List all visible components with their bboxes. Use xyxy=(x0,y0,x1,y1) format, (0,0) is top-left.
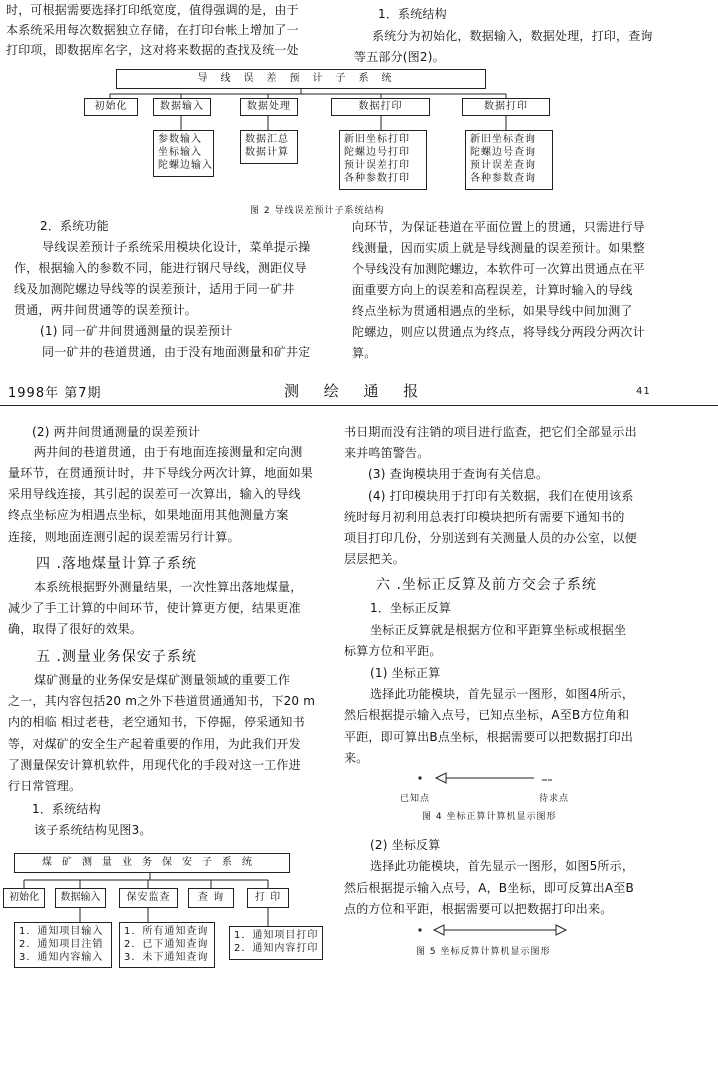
known-point-dot xyxy=(418,776,421,779)
fig2-module-print: 数据打印 xyxy=(331,98,430,116)
journal-title: 测 绘 通 报 xyxy=(284,382,429,400)
fig3-module-query: 查 询 xyxy=(188,888,234,908)
fig2-caption: 图 2 导线误差预计子系统结构 xyxy=(250,206,385,216)
text-line: 向环节，为保证巷道在平面位置上的贯通，只需进行导 xyxy=(352,220,645,234)
fig3-sub-item: 1．通知项目输入 xyxy=(19,926,104,937)
figure-4-graphic xyxy=(400,768,600,788)
fig3-sub-item: 2．通知项目注销 xyxy=(19,939,104,950)
text-line: 时，可根据需要选择打印纸宽度，值得强调的是，由于 xyxy=(6,3,299,17)
text-line: (4) 打印模块用于打印有关数据，我们在使用该系 xyxy=(368,489,634,503)
fig2-sub-item: 预计误差打印 xyxy=(344,160,410,171)
text-line: 采用导线连接，其引起的误差可一次算出，输入的导线 xyxy=(8,487,301,501)
text-line: 书日期而没有注销的项目进行监查，把它们全部显示出 xyxy=(344,425,637,439)
fig3-module-monitor: 保安监查 xyxy=(119,888,178,908)
text-line: 统时每月初利用总表打印模块把所有需要下通知书的 xyxy=(344,510,625,524)
text-line: 了测量保安计算机软件，用现代化的手段对这一工作进 xyxy=(8,758,301,772)
text-line: 贯通，两井间贯通等的误差预计。 xyxy=(14,303,198,317)
figure-5 xyxy=(408,920,608,960)
text-line: 打印项，即数据库名字，这对将来数据的查找及统一处 xyxy=(6,43,299,57)
fig2-sub-item: 预计误差查询 xyxy=(470,160,536,171)
text-line: (3) 查询模块用于查询有关信息。 xyxy=(368,467,549,481)
section-6-title: 六 .坐标正反算及前方交会子系统 xyxy=(376,577,597,593)
fig3-module-print: 打 印 xyxy=(247,888,289,908)
text-line: 点的方位和平距，根据需要可以把数据打印出来。 xyxy=(344,902,613,916)
page-number: 41 xyxy=(636,386,651,397)
figure-5-graphic xyxy=(408,920,608,940)
subsection-heading: 2．系统功能 xyxy=(40,219,109,233)
text-line: 陀螺边，则应以贯通点为终点，将导线分两段分两次计 xyxy=(352,325,645,339)
fig2-sub-item: 各种参数查询 xyxy=(470,173,536,184)
fig2-module-process: 数据处理 xyxy=(240,98,298,116)
text-line: 然后根据提示输入点号，A，B坐标，即可反算出A至B xyxy=(344,881,634,895)
issue-label: 1998年 第7期 xyxy=(8,386,102,401)
fig2-sub-item: 坐标输入 xyxy=(158,147,202,158)
text-line: 标算方位和平距。 xyxy=(344,644,442,658)
text-line: 面重要方向上的误差和高程误差，计算时输入的导线 xyxy=(352,283,633,297)
fig2-sub-input xyxy=(153,130,214,177)
fig2-sub-item: 陀螺边号查询 xyxy=(470,147,536,158)
text-line: 线测量，因而实质上就是导线测量的误差预计。如果整 xyxy=(352,241,645,255)
fig4-caption: 图 4 坐标正算计算机显示图形 xyxy=(422,812,557,822)
header-rule xyxy=(0,405,718,406)
text-line: 项目打印几份，分别送到有关测量人员的办公室，以便 xyxy=(344,531,637,545)
fig3-sub-item: 1．通知项目打印 xyxy=(234,930,319,941)
text-line: 来。 xyxy=(344,751,369,765)
text-line: 该子系统结构见图3。 xyxy=(34,823,152,837)
text-line: 量环节，在贯通预计时，井下导线分两次计算，地面如果 xyxy=(8,466,314,480)
fig2-sub-item: 陀螺边号打印 xyxy=(344,147,410,158)
fig2-sub-item: 数据汇总 xyxy=(245,134,289,145)
subsection-heading: (2) 两井间贯通测量的误差预计 xyxy=(32,425,201,439)
fig3-title-text: 煤矿测量业务保安子系统 xyxy=(42,857,262,868)
fig2-sub-query xyxy=(465,130,553,190)
fig2-sub-item: 数据计算 xyxy=(245,147,289,158)
fig3-module-input: 数据输入 xyxy=(55,888,106,908)
text-line: 之一，其内容包括20 m之外下巷道贯通通知书，下20 m xyxy=(8,694,316,708)
subsection-heading: (1) 坐标正算 xyxy=(370,666,441,680)
text-line: 平距，即可算出B点坐标，根据需要可以把数据打印出 xyxy=(344,730,634,744)
text-line: 选择此功能模块，首先显示一图形，如图5所示， xyxy=(370,859,635,873)
fig2-sub-process xyxy=(240,130,298,164)
fig3-sub-monitor xyxy=(119,922,215,968)
target-point-label: 待求点 xyxy=(539,794,570,804)
fig2-sub-print xyxy=(339,130,427,190)
text-line: 算。 xyxy=(352,346,377,360)
text-line: 确，取得了很好的效果。 xyxy=(8,622,143,636)
section-5-title: 五 .测量业务保安子系统 xyxy=(36,649,197,665)
text-line: 终点坐标为贯通相遇点的坐标，如果导线中间加测了 xyxy=(352,304,633,318)
fig2-title-box xyxy=(116,69,486,89)
subsection-heading: (2) 坐标反算 xyxy=(370,838,441,852)
text-line: 系统分为初始化，数据输入，数据处理，打印，查询 xyxy=(372,29,653,43)
subsection-heading: 1．系统结构 xyxy=(378,7,447,21)
text-line: 作，根据输入的参数不同，能进行钢尺导线，测距仪导 xyxy=(14,261,307,275)
text-line: 行日常管理。 xyxy=(8,779,82,793)
text-line: 本系统采用每次数据独立存储，在打印台帐上增加了一 xyxy=(6,23,299,37)
fig2-sub-item: 参数输入 xyxy=(158,134,202,145)
triangle-icon xyxy=(436,773,446,783)
fig2-sub-item: 新旧坐标打印 xyxy=(344,134,410,145)
text-line: 两井间的巷道贯通，由于有地面连接测量和定向测 xyxy=(34,445,303,459)
figure-4 xyxy=(400,768,600,824)
point-a-dot xyxy=(418,928,421,931)
text-line: 本系统根据野外测量结果，一次性算出落地煤量， xyxy=(34,580,303,594)
subsection-heading: (1) 同一矿井间贯通测量的误差预计 xyxy=(40,324,233,338)
fig5-caption: 图 5 坐标反算计算机显示图形 xyxy=(416,947,551,957)
section-4-title: 四 .落地煤量计算子系统 xyxy=(36,556,197,572)
text-line: 等，对煤矿的安全生产起着重要的作用，为此我们开发 xyxy=(8,737,301,751)
text-line: 减少了手工计算的中间环节，使计算更方便，结果更准 xyxy=(8,601,301,615)
text-line: 导线误差预计子系统采用模块化设计，菜单提示操 xyxy=(42,240,311,254)
text-line: 来并鸣笛警告。 xyxy=(344,446,430,460)
text-line: 等五部分(图2)。 xyxy=(354,50,445,64)
fig3-sub-print xyxy=(229,926,323,960)
fig2-sub-item: 陀螺边输入 xyxy=(158,160,213,171)
fig2-sub-item: 新旧坐标查询 xyxy=(470,134,536,145)
fig3-sub-item: 1．所有通知查询 xyxy=(124,926,209,937)
figure-3 xyxy=(0,840,340,980)
subsection-heading: 1．系统结构 xyxy=(32,802,101,816)
text-line: 内的相临 相过老巷，老空通知书，下停掘，停采通知书 xyxy=(8,715,305,729)
fig3-sub-item: 2．已下通知查询 xyxy=(124,939,209,950)
known-point-label: 已知点 xyxy=(400,794,431,804)
text-line: 连接，则地面连测引起的误差需另行计算。 xyxy=(8,530,240,544)
fig2-module-init: 初始化 xyxy=(84,98,138,116)
fig3-sub-item: 2．通知内容打印 xyxy=(234,943,319,954)
figure-2 xyxy=(0,0,718,220)
text-line: 选择此功能模块，首先显示一图形，如图4所示， xyxy=(370,687,635,701)
text-line: 终点坐标应为相遇点坐标，如果地面用其他测量方案 xyxy=(8,508,289,522)
fig2-title-text: 导线误差预计子系统 xyxy=(197,73,405,84)
triangle-icon xyxy=(556,925,566,935)
fig2-module-query: 数据打印 xyxy=(462,98,550,116)
fig2-module-input: 数据输入 xyxy=(153,98,211,116)
text-line: 同一矿井的巷道贯通，由于没有地面测量和矿井定 xyxy=(42,345,311,359)
text-line: 层层把关。 xyxy=(344,552,406,566)
fig2-sub-item: 各种参数打印 xyxy=(344,173,410,184)
triangle-icon xyxy=(434,925,444,935)
fig3-sub-item: 3．通知内容输入 xyxy=(19,952,104,963)
text-line: 坐标正反算就是根据方位和平距算坐标或根据坐 xyxy=(370,623,627,637)
fig3-module-init: 初始化 xyxy=(3,888,45,908)
text-line: 然后根据提示输入点号，已知点坐标，A至B方位角和 xyxy=(344,708,630,722)
text-line: 个导线没有加测陀螺边，本软件可一次算出贯通点在平 xyxy=(352,262,645,276)
text-line: 煤矿测量的业务保安是煤矿测量领域的重要工作 xyxy=(34,673,291,687)
text-line: 线及加测陀螺边导线等的误差预计，适用于同一矿井 xyxy=(14,282,295,296)
fig3-title-box xyxy=(14,853,290,873)
fig3-sub-item: 3．未下通知查询 xyxy=(124,952,209,963)
fig3-sub-input xyxy=(14,922,112,968)
subsection-heading: 1．坐标正反算 xyxy=(370,601,452,615)
